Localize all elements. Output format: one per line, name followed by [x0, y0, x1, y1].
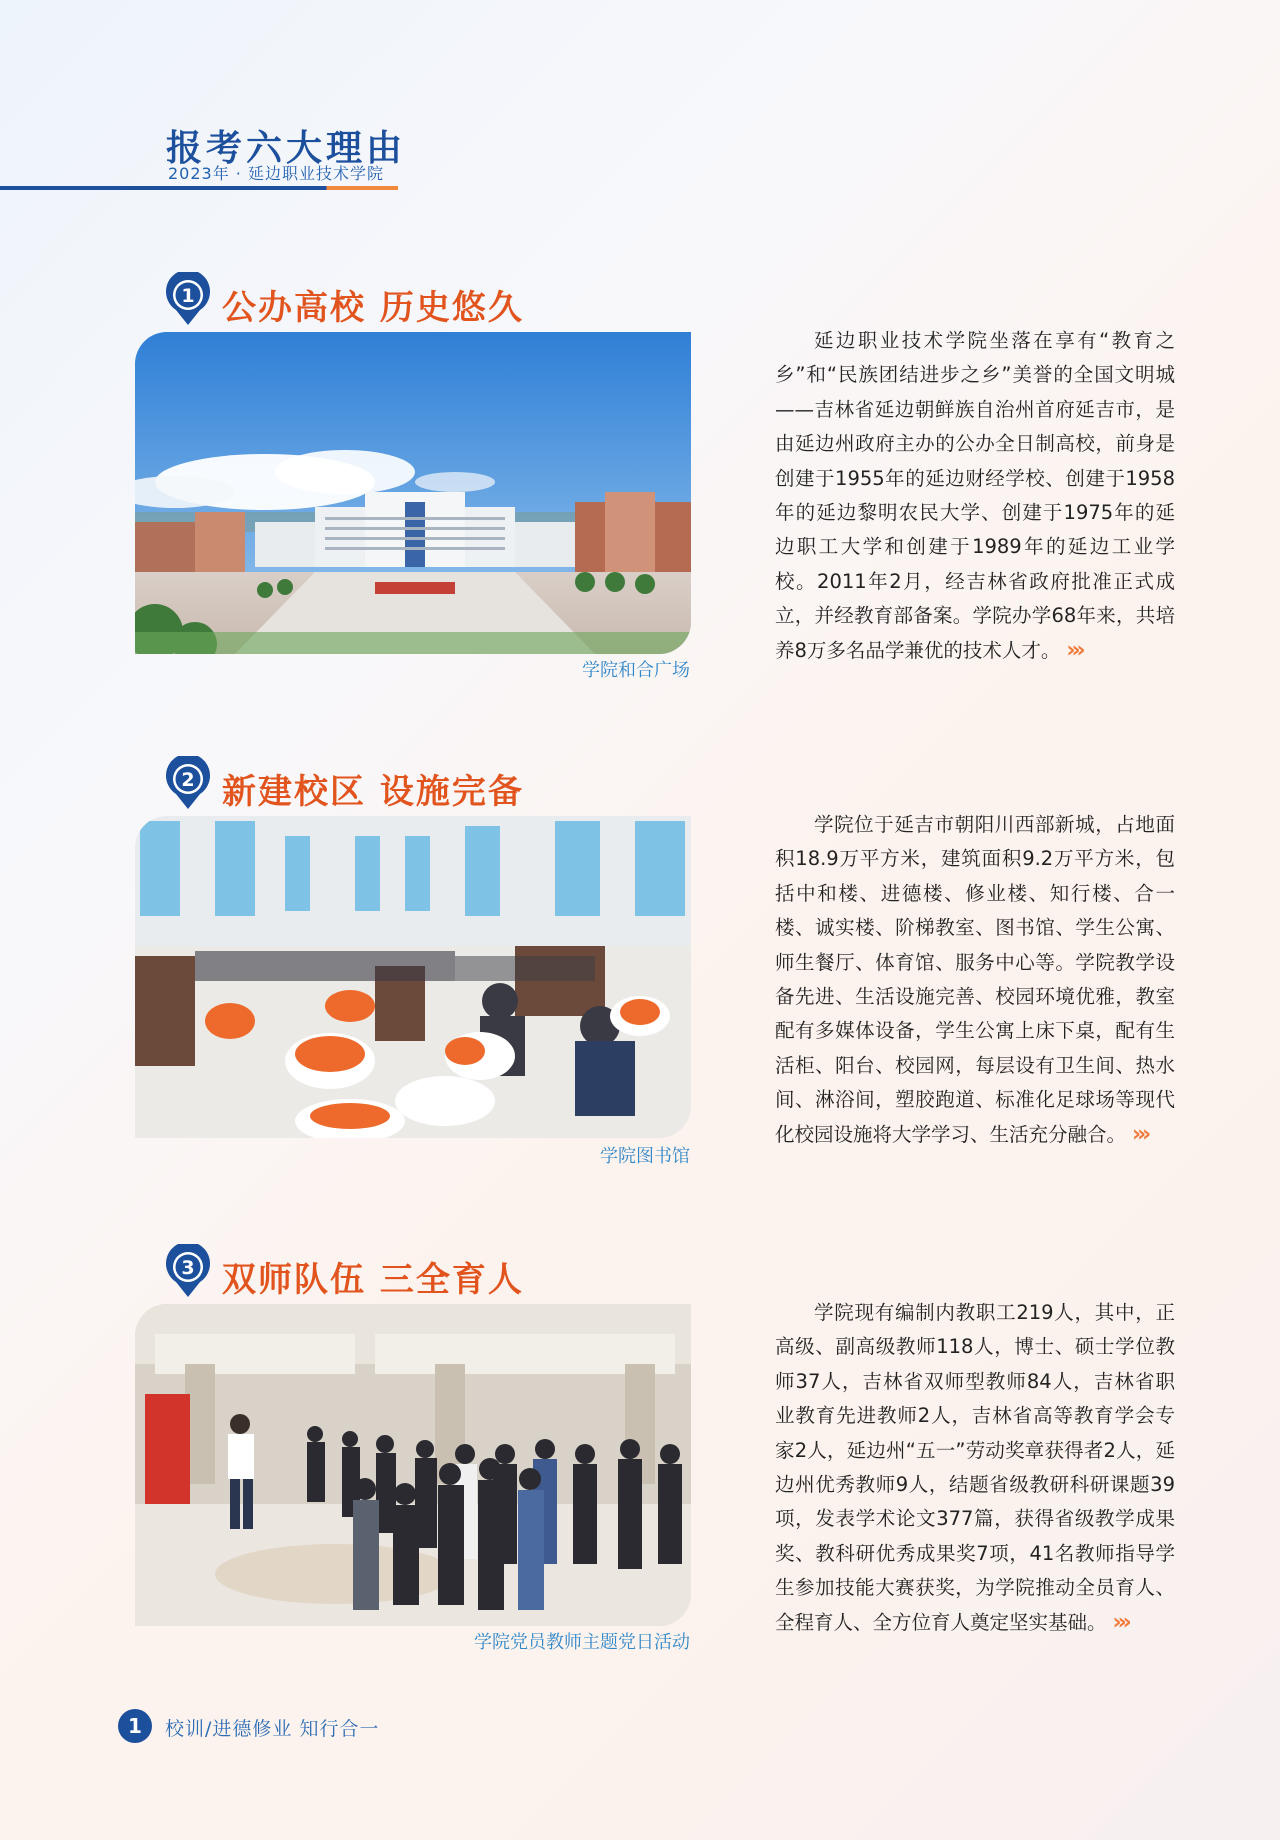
library-photo	[135, 816, 691, 1138]
party-day-photo	[135, 1304, 691, 1626]
section-heading: 公办高校 历史悠久	[222, 288, 524, 328]
photo-caption: 学院图书馆	[600, 1146, 690, 1167]
photo-caption: 学院党员教师主题党日活动	[474, 1632, 690, 1653]
section-body-text	[775, 1296, 1175, 1640]
section-heading: 双师队伍 三全育人	[222, 1260, 524, 1300]
photo-caption: 学院和合广场	[582, 660, 690, 681]
section-number: 1	[181, 285, 195, 307]
more-arrows-icon: ›››	[1066, 637, 1082, 663]
more-arrows-icon: ›››	[1112, 1609, 1128, 1635]
campus-buildings-image	[135, 332, 691, 654]
section-body-content: 学院现有编制内教职工219人，其中，正高级、副高级教师118人，博士、硕士学位教师37人，吉林省双师型教师84人，吉林省职业教育先进教师2人，吉林省高等教育学会专家2人，延边州“五一”劳动奖章获得者2人，延边州优秀教师9人，结题省级教研科研课题39项，发表学术论文377篇，获得省级教学成果奖、教科研优秀成果奖7项，41名教师指导学生参加技能大赛获奖，为学院推动全员育人、全程育人、全方位育人奠定坚实基础。	[775, 1301, 1175, 1634]
page-subtitle: 2023年 · 延边职业技术学院	[168, 164, 384, 183]
section-body-text	[775, 324, 1175, 668]
school-motto: 校训/进德修业 知行合一	[165, 1718, 380, 1740]
page-title: 报考六大理由	[166, 127, 407, 169]
header-divider	[0, 186, 398, 190]
location-pin-number-icon	[164, 1244, 212, 1298]
section-body-text	[775, 808, 1175, 1152]
library-interior-image	[135, 816, 691, 1138]
section-body-content: 延边职业技术学院坐落在享有“教育之乡”和“民族团结进步之乡”美誉的全国文明城——吉林省延边朝鲜族自治州首府延吉市，是由延边州政府主办的公办全日制高校，前身是创建于1955年的延边财经学校、创建于1958年的延边黎明农民大学、创建于1975年的延边职工大学和创建于1989年的延边工业学校。2011年2月，经吉林省政府批准正式成立，并经教育部备案。学院办学68年来，共培养8万多名品学兼优的技术人才。	[775, 329, 1175, 662]
location-pin-number-icon	[164, 272, 212, 326]
section-number: 3	[181, 1257, 195, 1279]
section-heading: 新建校区 设施完备	[222, 772, 524, 812]
location-pin-number-icon	[164, 756, 212, 810]
section-number: 2	[181, 769, 195, 791]
campus-square-photo	[135, 332, 691, 654]
more-arrows-icon: ›››	[1132, 1121, 1148, 1147]
teachers-assembly-image	[135, 1304, 691, 1626]
section-body-content: 学院位于延吉市朝阳川西部新城，占地面积18.9万平方米，建筑面积9.2万平方米，包括中和楼、进德楼、修业楼、知行楼、合一楼、诚实楼、阶梯教室、图书馆、学生公寓、师生餐厅、体育馆、服务中心等。学院教学设备先进、生活设施完善、校园环境优雅，教室配有多媒体设备，学生公寓上床下桌，配有生活柜、阳台、校园网，每层设有卫生间、热水间、淋浴间，塑胶跑道、标准化足球场等现代化校园设施将大学学习、生活充分融合。	[775, 813, 1175, 1146]
page-number: 1	[118, 1709, 152, 1743]
